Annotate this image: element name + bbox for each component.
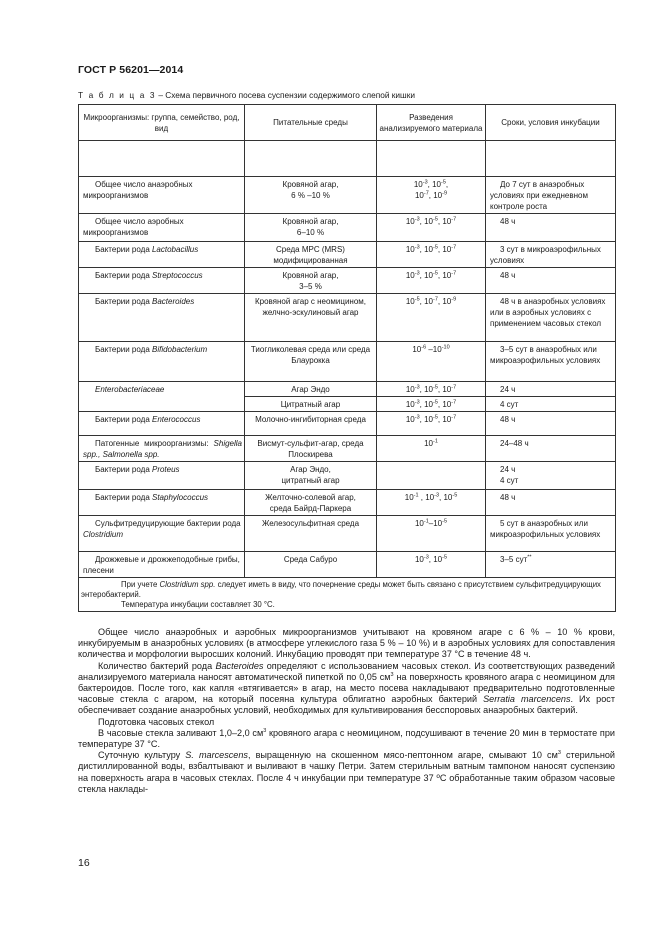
header-incubation: Сроки, условия инкубации [486, 105, 616, 141]
cell-organism: Дрожжевые и дрожжеподобные грибы, плесени [79, 552, 245, 578]
cell-incubation: 48 ч [486, 214, 616, 242]
table-notes-row [79, 578, 616, 612]
cell-organism: Бактерии рода Enterococcus [79, 412, 245, 436]
header-organisms: Микроорганизмы: группа, семейство, род, вид [79, 105, 245, 141]
cell-media: Агар Эндо, цитратный агар [245, 462, 377, 490]
table-body [79, 177, 616, 578]
table-row [79, 412, 616, 436]
table-caption-text: – Схема первичного посева суспензии содержимого слепой кишки [156, 90, 415, 100]
page-number: 16 [78, 857, 90, 869]
cell-media: Молочно-ингибиторная среда [245, 412, 377, 436]
paragraph-1: Общее число анаэробных и аэробных микроорганизмов учитывают на кровяном агаре с 6 % – 10 % крови, инкубируемым в анаэробных условиях (в атмосфере углекислого газа 5 % – 10 %) и в аэробных условиях для сопоставления количества и морфологии выросших колоний. Инкубацию проводят при температуре 37 °С в течение 48 ч. [78, 627, 615, 660]
note-1: При учете Clostridium spp. следует иметь в виду, что почернение среды может быть связано с присутствием сульфитредуцирующих энтеробактерий. [81, 580, 601, 599]
cell-organism: Сульфитредуцирующие бактерии рода Clostridium [79, 516, 245, 552]
table-row [79, 268, 616, 294]
table-row [79, 490, 616, 516]
table-row [79, 242, 616, 268]
cell-organism: Патогенные микроорганизмы: Shigella spp., Salmonella spp. [79, 436, 245, 462]
cell-media: Висмут-сульфит-агар, среда Плоскирева [245, 436, 377, 462]
paragraph-3-heading: Подготовка часовых стекол [98, 716, 215, 727]
cell-media: Цитратный агар [245, 397, 377, 412]
standard-header: ГОСТ Р 56201—2014 [78, 64, 184, 76]
cell-media: Кровяной агар, 6 % –10 % [245, 177, 377, 214]
paragraph-2: Количество бактерий рода Bacteroides определяют с использованием часовых стекол. Из соответствующих разведений анализируемого материала наносят автоматической пипеткой по 0,05 $см^3$ на поверхность кровяного агара с неомицином для бактероидов. После того, как капля «втягивается» в агар, на место посева накладывают предварительно подготовленные часовые стекла с агаром, на который посеяна культура облигатно аэробных бактерий Serratia marcencens. Их рост обеспечивает создание анаэробных условий, необходимых для культивирования бесспоровых анаэробных бактерий. [78, 660, 615, 716]
body-text [78, 627, 615, 795]
cell-media: Желточно-солевой агар, среда Байрд-Паркера [245, 490, 377, 516]
table-caption-label: Т а б л и ц а 3 [78, 90, 157, 100]
table-row [79, 214, 616, 242]
cell-media: Среда Сабуро [245, 552, 377, 578]
cell-media: Железосульфитная среда [245, 516, 377, 552]
cell-organism: Общее число аэробных микроорганизмов [79, 214, 245, 242]
header-media: Питательные среды [245, 105, 377, 141]
cell-media: Тиогликолевая среда или среда Блаурокка [245, 342, 377, 382]
cell-media: Агар Эндо [245, 382, 377, 397]
cell-dilutions: $10^{-1}$ , $10^{-3}$, $10^{-5}$ [377, 490, 486, 516]
cell-incubation: 24 ч 4 сут [486, 462, 616, 490]
cell-dilutions: $10^{-5}$, $10^{-7}$, $10^{-9}$ [377, 294, 486, 342]
table-row [79, 177, 616, 214]
cell-dilutions: $10^{-3}$, $10^{-5}$, $10^{-7}$ [377, 382, 486, 397]
table-row [79, 552, 616, 578]
cell-incubation: 48 ч в анаэробных условиях или в аэробных условиях с применением часовых стекол [486, 294, 616, 342]
cell-dilutions: $10^{-6}$ $-10^{-10}$ [377, 342, 486, 382]
cell-organism: Бактерии рода Proteus [79, 462, 245, 490]
cell-organism: Бактерии рода Bifidobacterium [79, 342, 245, 382]
table-notes [79, 578, 616, 612]
table-row [79, 436, 616, 462]
cell-incubation: До 7 сут в анаэробных условиях при ежедневном контроле роста [486, 177, 616, 214]
cell-incubation: 24–48 ч [486, 436, 616, 462]
table-row [79, 294, 616, 342]
cell-incubation: 3–5 сут** [486, 552, 616, 578]
cell-dilutions: $10^{-3}$, $10^{-5}$ [377, 552, 486, 578]
inoculation-table [78, 104, 616, 612]
cell-dilutions: $10^{-3}$, $10^{-5}$, $10^{-7}$, $10^{-9}$ [377, 177, 486, 214]
cell-dilutions [377, 462, 486, 490]
cell-incubation: 3–5 сут в анаэробных или микроаэрофильных условиях [486, 342, 616, 382]
cell-incubation: 48 ч [486, 490, 616, 516]
note-2: Температура инкубации составляет 30 °С. [121, 600, 275, 609]
table-caption [78, 90, 415, 100]
cell-organism: Enterobacteriaceae [79, 382, 245, 412]
cell-dilutions: $10^{-3}$, $10^{-5}$, $10^{-7}$ [377, 412, 486, 436]
table-row [79, 382, 616, 397]
cell-incubation: 4 сут [486, 397, 616, 412]
header-dilutions: Разведения анализируемого материала [377, 105, 486, 141]
cell-media: Среда MPC (MRS) модифицированная [245, 242, 377, 268]
cell-incubation: 48 ч [486, 412, 616, 436]
table-header-row [79, 105, 616, 141]
cell-incubation: 48 ч [486, 268, 616, 294]
table-row [79, 516, 616, 552]
cell-media: Кровяной агар, 3–5 % [245, 268, 377, 294]
cell-dilutions: $10^{-3}$, $10^{-5}$, $10^{-7}$ [377, 268, 486, 294]
cell-organism: Бактерии рода Staphylococcus [79, 490, 245, 516]
cell-organism: Общее число анаэробных микроорганизмов [79, 177, 245, 214]
table-row [79, 462, 616, 490]
cell-organism: Бактерии рода Streptococcus [79, 268, 245, 294]
cell-incubation: 5 сут в анаэробных или микроаэрофильных условиях [486, 516, 616, 552]
paragraph-4: В часовые стекла заливают 1,0–2,0 $см^3$ кровяного агара с неомицином, подсушивают в течение 20 мин в термостате при температуре 37 °С. [78, 727, 615, 750]
cell-dilutions: $10^{-3}$, $10^{-5}$, $10^{-7}$ [377, 242, 486, 268]
cell-dilutions: $10^{-3}$, $10^{-5}$, $10^{-7}$ [377, 214, 486, 242]
paragraph-5: Суточную культуру S. marcescens, выращенную на скошенном мясо-пептонном агаре, смывают 10 $см^3$ стерильной дистиллированной воды, взбалтывают и выливают в чашку Петри. Затем стерильным ватным тампоном наносят суспензию на поверхность агара в часовых стеклах. После 4 ч инкубации при температуре 37 ºС обработанные таким образом часовые стекла наклады- [78, 750, 615, 794]
cell-dilutions: $10^{-3}$, $10^{-5}$, $10^{-7}$ [377, 397, 486, 412]
cell-dilutions: $10^{-1}-10^{-5}$ [377, 516, 486, 552]
cell-organism: Бактерии рода Lactobacillus [79, 242, 245, 268]
cell-incubation: 3 сут в микроаэрофильных условиях [486, 242, 616, 268]
cell-media: Кровяной агар, 6–10 % [245, 214, 377, 242]
table-row [79, 342, 616, 382]
cell-media: Кровяной агар с неомицином, желчно-эскулиновый агар [245, 294, 377, 342]
cell-organism: Бактерии рода Bacteroides [79, 294, 245, 342]
cell-incubation: 24 ч [486, 382, 616, 397]
cell-dilutions: $10^{-1}$ [377, 436, 486, 462]
